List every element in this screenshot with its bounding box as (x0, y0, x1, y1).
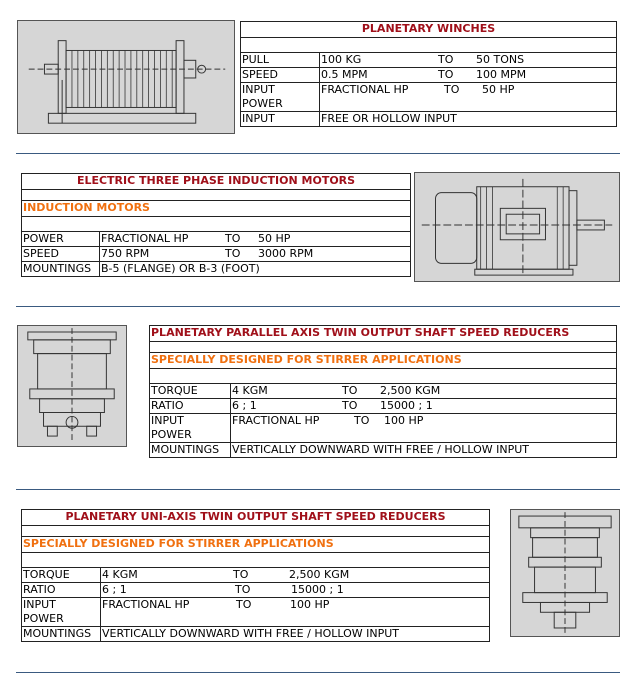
spec-label: SPEED (22, 247, 100, 262)
section-subtitle: SPECIALLY DESIGNED FOR STIRRER APPLICATIONS (22, 537, 490, 553)
parallel-reducer-image (17, 325, 127, 447)
spec-label: MOUNTINGS (22, 262, 100, 277)
section-subtitle: INDUCTION MOTORS (22, 201, 411, 217)
spec-value: 4 KGM TO 2,500 KGM (101, 568, 490, 583)
spec-label: RATIO (150, 399, 231, 414)
spec-label: TORQUE (150, 384, 231, 399)
section-divider (16, 306, 620, 307)
spec-label: INPUT POWER (22, 598, 101, 627)
spec-label: SPEED (241, 68, 320, 83)
spec-label: INPUT POWER (150, 414, 231, 443)
section-divider (16, 489, 620, 490)
induction-motor-drawing-icon (415, 173, 619, 281)
spec-label: TORQUE (22, 568, 101, 583)
winch-spec-table (240, 21, 617, 127)
winch-image (17, 20, 235, 134)
motor-spec-table (21, 173, 411, 277)
section-title: PLANETARY PARALLEL AXIS TWIN OUTPUT SHAFT SPEED REDUCERS (150, 326, 617, 342)
spec-value: 4 KGM TO 2,500 KGM (231, 384, 617, 399)
parallel-reducer-spec-table (149, 325, 617, 458)
section-title: PLANETARY WINCHES (241, 22, 617, 38)
spec-value: 0.5 MPM TO 100 MPM (320, 68, 617, 83)
spec-label: INPUT POWER (241, 83, 320, 112)
spec-value: 100 KG TO 50 TONS (320, 53, 617, 68)
spec-value: VERTICALLY DOWNWARD WITH FREE / HOLLOW INPUT (101, 627, 490, 642)
spec-label: POWER (22, 232, 100, 247)
spec-value: FRACTIONAL HP TO 100 HP (231, 414, 617, 443)
spec-label: PULL (241, 53, 320, 68)
motor-image (414, 172, 620, 282)
spec-value: 6 ; 1 TO 15000 ; 1 (101, 583, 490, 598)
spec-value: 6 ; 1 TO 15000 ; 1 (231, 399, 617, 414)
spec-label: MOUNTINGS (22, 627, 101, 642)
spec-value: FRACTIONAL HP TO 100 HP (101, 598, 490, 627)
uni-axis-reducer-image (510, 509, 620, 637)
spec-label: MOUNTINGS (150, 443, 231, 458)
parallel-axis-reducer-drawing-icon (18, 326, 126, 446)
section-divider (16, 672, 620, 673)
spec-value: FRACTIONAL HP TO 50 HP (320, 83, 617, 112)
spec-value: 750 RPM TO 3000 RPM (100, 247, 411, 262)
spec-value: FRACTIONAL HP TO 50 HP (100, 232, 411, 247)
spec-value: B-5 (FLANGE) OR B-3 (FOOT) (100, 262, 411, 277)
spec-label: RATIO (22, 583, 101, 598)
uni-axis-reducer-drawing-icon (511, 510, 619, 636)
spec-value: VERTICALLY DOWNWARD WITH FREE / HOLLOW INPUT (231, 443, 617, 458)
section-divider (16, 153, 620, 154)
section-title: PLANETARY UNI-AXIS TWIN OUTPUT SHAFT SPEED REDUCERS (22, 510, 490, 526)
uni-axis-reducer-spec-table (21, 509, 490, 642)
section-title: ELECTRIC THREE PHASE INDUCTION MOTORS (22, 174, 411, 190)
spec-label: INPUT (241, 112, 320, 127)
winch-drum-drawing-icon (18, 21, 234, 133)
spec-value: FREE OR HOLLOW INPUT (320, 112, 617, 127)
section-subtitle: SPECIALLY DESIGNED FOR STIRRER APPLICATIONS (150, 353, 617, 369)
